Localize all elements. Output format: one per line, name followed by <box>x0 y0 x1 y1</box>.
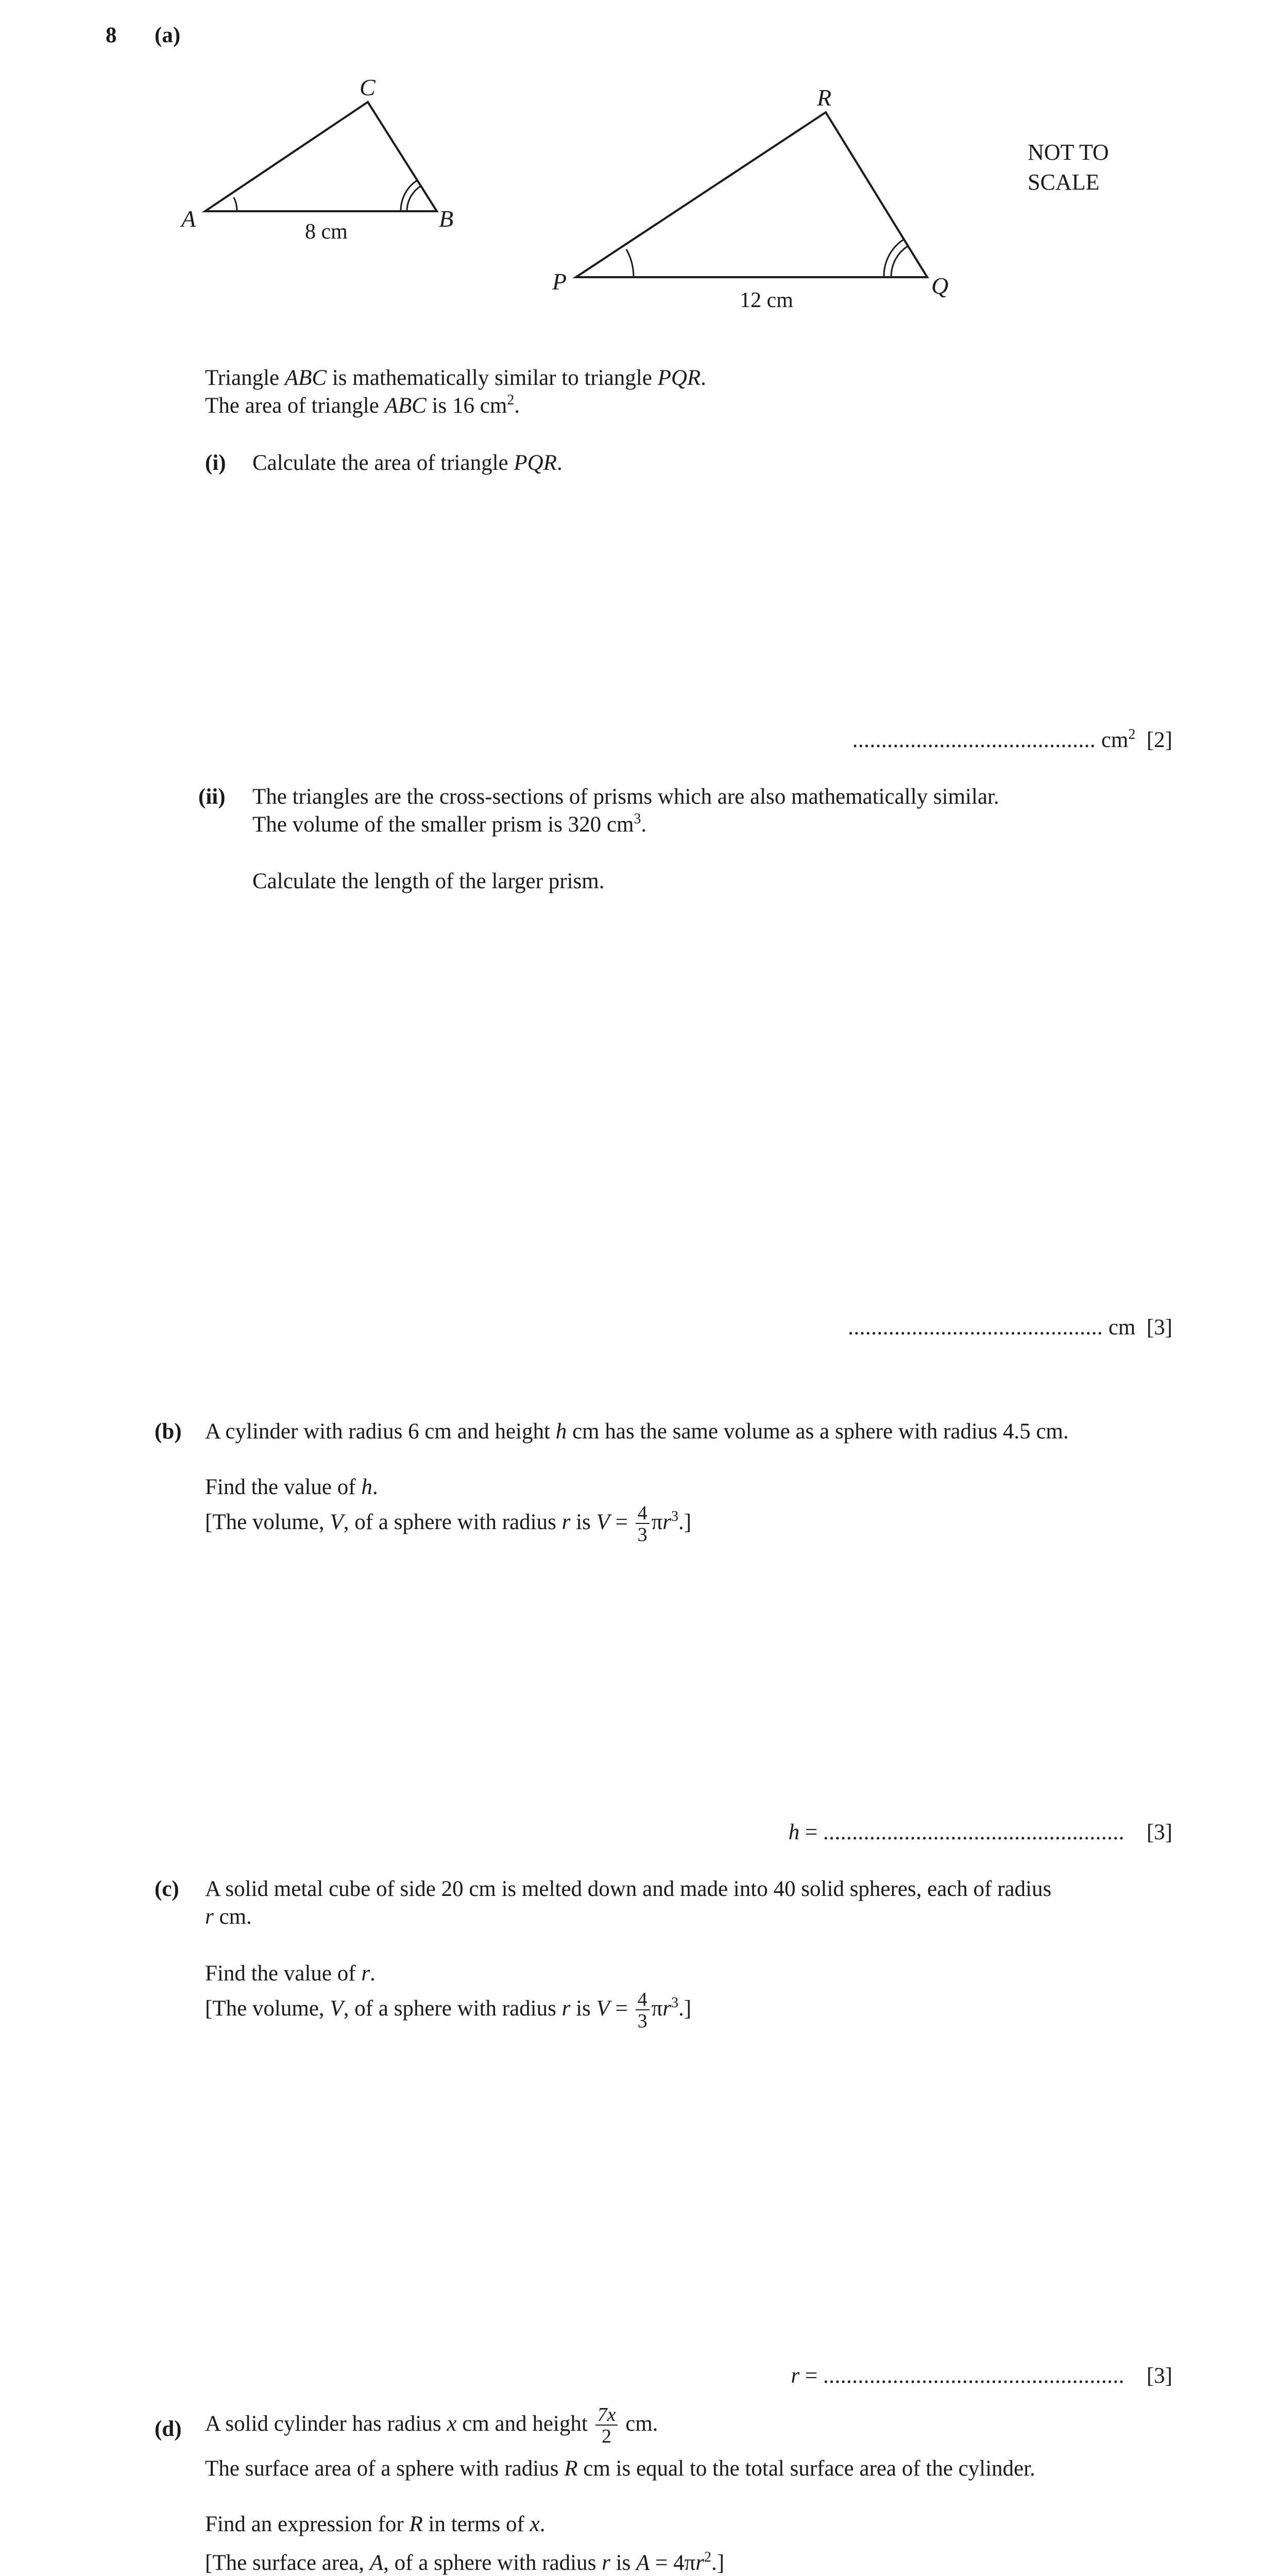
angle-q-arc-outer <box>884 240 904 277</box>
sub-ii-label: (ii) <box>198 785 226 809</box>
triangle-abc <box>205 102 437 211</box>
angle-b-arc-inner <box>407 186 421 211</box>
part-d-line2: The surface area of a sphere with radius R cm is equal to the total surface area of the cylinder. <box>205 2456 1035 2481</box>
part-d-label: (d) <box>155 2417 182 2441</box>
base-pqr-label: 12 cm <box>740 289 793 312</box>
sub-i-answer-line[interactable]: .......................................... $cm^2$ [2] <box>852 726 1172 752</box>
part-c-line2: r cm. <box>205 1905 252 1929</box>
similar-triangles-diagram <box>0 0 1278 319</box>
angle-p-arc <box>626 249 634 277</box>
part-d-find: Find an expression for R in terms of x. <box>205 2512 546 2536</box>
part-d-formula: [The surface area, A, of a sphere with radius r is $A = 4\pi r^2$.] <box>205 2549 725 2575</box>
part-a-label: (a) <box>155 23 181 47</box>
part-d-height-fraction: $\frac{7x}{2}$ <box>595 2405 618 2446</box>
label-b: B <box>439 206 454 232</box>
sub-ii-line3: Calculate the length of the larger prism. <box>252 869 605 893</box>
part-c-label: (c) <box>155 1877 179 1901</box>
part-a-intro-line1: Triangle ABC is mathematically similar to triangle PQR. <box>205 366 706 390</box>
part-c-answer-line[interactable]: r = .................................................... [3] <box>791 2364 1172 2388</box>
part-b-find: Find the value of h. <box>205 1475 378 1499</box>
part-b-answer-line[interactable]: h = .................................................... [3] <box>788 1820 1172 1844</box>
sub-ii-line1: The triangles are the cross-sections of prisms which are also mathematically similar. <box>252 785 999 809</box>
part-b-marks: [3] <box>1146 1820 1172 1844</box>
sub-ii-marks: [3] <box>1146 1315 1172 1340</box>
sub-ii-line2: The volume of the smaller prism is 320 $cm^3$. <box>252 811 647 837</box>
part-c-line1: A solid metal cube of side 20 cm is melted down and made into 40 solid spheres, each of radius <box>205 1877 1052 1901</box>
sub-i-question: Calculate the area of triangle PQR. <box>252 451 563 475</box>
label-p: P <box>552 268 567 295</box>
label-q: Q <box>931 273 949 299</box>
question-number: 8 <box>106 23 117 47</box>
sub-i-marks: [2] <box>1146 728 1172 752</box>
sub-i-label: (i) <box>205 451 226 475</box>
label-a: A <box>181 206 196 232</box>
part-b-label: (b) <box>155 1419 182 1444</box>
part-d-line1: A solid cylinder has radius x cm and height $\frac{7x}{2}$ cm. <box>205 2404 658 2447</box>
part-c-marks: [3] <box>1146 2364 1172 2388</box>
part-b-statement: A cylinder with radius 6 cm and height h cm has the same volume as a sphere with radius 4.5 cm. <box>205 1419 1069 1444</box>
angle-a-arc <box>234 197 237 211</box>
label-r: R <box>817 84 832 111</box>
angle-b-arc-outer <box>401 180 417 211</box>
part-c-fraction: $\frac{4}{3}$ <box>636 1990 650 2031</box>
not-to-scale-line2: SCALE <box>1028 170 1100 195</box>
base-abc-label: 8 cm <box>305 220 348 244</box>
part-b-formula: [The volume, V, of a sphere with radius r is V = $\frac{4}{3}$ $\pi r^3$.] <box>205 1502 692 1546</box>
part-c-find: Find the value of r. <box>205 1961 376 1986</box>
part-a-intro-line2: The area of triangle ABC is 16 $cm^2$. <box>205 392 520 418</box>
sub-ii-answer-line[interactable]: ............................................ cm [3] <box>848 1315 1172 1340</box>
part-c-formula: [The volume, V, of a sphere with radius r is V = $\frac{4}{3}$ $\pi r^3$.] <box>205 1989 692 2032</box>
angle-q-arc-inner <box>891 246 908 277</box>
label-c: C <box>360 74 376 100</box>
part-b-fraction: $\frac{4}{3}$ <box>636 1503 650 1545</box>
not-to-scale-line1: NOT TO <box>1028 140 1109 165</box>
